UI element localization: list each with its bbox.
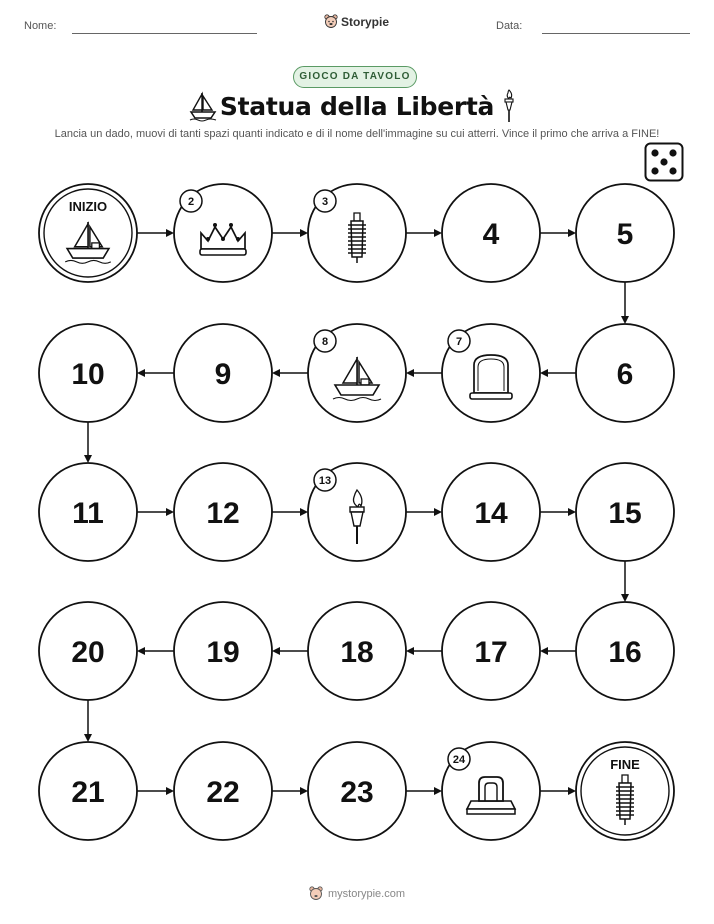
space-number: 16: [608, 636, 642, 669]
path-arrow: [540, 508, 576, 516]
path-arrow: [540, 369, 576, 377]
space-number: 22: [206, 776, 240, 809]
path-arrow: [540, 787, 576, 795]
path-arrow: [406, 229, 442, 237]
board-space-21: [39, 742, 137, 840]
path-arrow: [84, 700, 92, 742]
footer: [0, 886, 714, 902]
board-space-7: [442, 324, 540, 422]
board-space-14: [442, 463, 540, 561]
space-number: 11: [72, 497, 104, 530]
board-space-16: [576, 602, 674, 700]
board-space-17: [442, 602, 540, 700]
space-number: 9: [214, 358, 232, 391]
path-arrow: [272, 508, 308, 516]
board-space-11: [39, 463, 137, 561]
space-number: 15: [608, 497, 642, 530]
space-number: 24: [452, 754, 466, 766]
board-space-9: [174, 324, 272, 422]
board-space-1: [39, 184, 137, 282]
brand-name: Storypie: [341, 15, 390, 29]
path-arrow: [540, 647, 576, 655]
space-number: 5: [616, 218, 634, 251]
path-arrow: [137, 787, 174, 795]
space-number: 18: [340, 636, 374, 669]
path-arrow: [406, 787, 442, 795]
space-number: 6: [616, 358, 634, 391]
board-space-22: [174, 742, 272, 840]
instructions-text: Lancia un dado, muovi di tanti spazi quanti indicato e di il nome dell'immagine su cui atterri. Vince il primo che arriva a FINE!: [54, 128, 660, 140]
board-space-8: [308, 324, 406, 422]
path-arrow: [540, 229, 576, 237]
board-space-19: [174, 602, 272, 700]
path-arrow: [406, 508, 442, 516]
board-space-4: [442, 184, 540, 282]
path-arrow: [621, 561, 629, 602]
space-number: 21: [71, 776, 105, 809]
bear-footer-icon: [309, 886, 323, 902]
path-arrow: [406, 369, 442, 377]
space-number: 20: [71, 636, 105, 669]
board-space-18: [308, 602, 406, 700]
board-space-23: [308, 742, 406, 840]
path-arrow: [137, 647, 174, 655]
board-space-10: [39, 324, 137, 422]
space-number: 19: [206, 636, 240, 669]
path-arrow: [272, 369, 308, 377]
board-space-13: [308, 463, 406, 561]
board-space-24: [442, 742, 540, 840]
path-arrow: [272, 787, 308, 795]
space-number: 12: [206, 497, 240, 530]
board-space-20: [39, 602, 137, 700]
path-arrow: [137, 369, 174, 377]
path-arrow: [272, 647, 308, 655]
path-arrow: [621, 282, 629, 324]
board-space-15: [576, 463, 674, 561]
board-space-3: [308, 184, 406, 282]
stone-tablet-icon: [470, 355, 512, 399]
space-number: 2: [187, 196, 195, 208]
board-space-2: [174, 184, 272, 282]
path-arrow: [84, 422, 92, 463]
category-badge: GIOCO DA TAVOLO: [293, 66, 417, 88]
space-number: 10: [71, 358, 105, 391]
space-number: 7: [455, 336, 463, 348]
footer-url[interactable]: mystorypie.com: [327, 888, 406, 900]
space-number: 3: [321, 196, 329, 208]
start-label: INIZIO: [68, 199, 108, 214]
finish-label: FINE: [610, 757, 640, 772]
space-number: 14: [474, 497, 508, 530]
space-number: 17: [474, 636, 508, 669]
path-arrow: [406, 647, 442, 655]
board-space-6: [576, 324, 674, 422]
path-arrow: [137, 508, 174, 516]
space-number: 4: [482, 218, 500, 251]
space-number: 13: [318, 475, 332, 487]
path-arrow: [137, 229, 174, 237]
board-space-5: [576, 184, 674, 282]
space-number: 23: [340, 776, 374, 809]
board-space-25: [576, 742, 674, 840]
page-title: Statua della Libertà: [219, 92, 495, 121]
path-arrow: [272, 229, 308, 237]
board-space-12: [174, 463, 272, 561]
name-label: Nome:: [24, 20, 57, 32]
date-label: Data:: [496, 20, 523, 32]
space-number: 8: [321, 336, 329, 348]
